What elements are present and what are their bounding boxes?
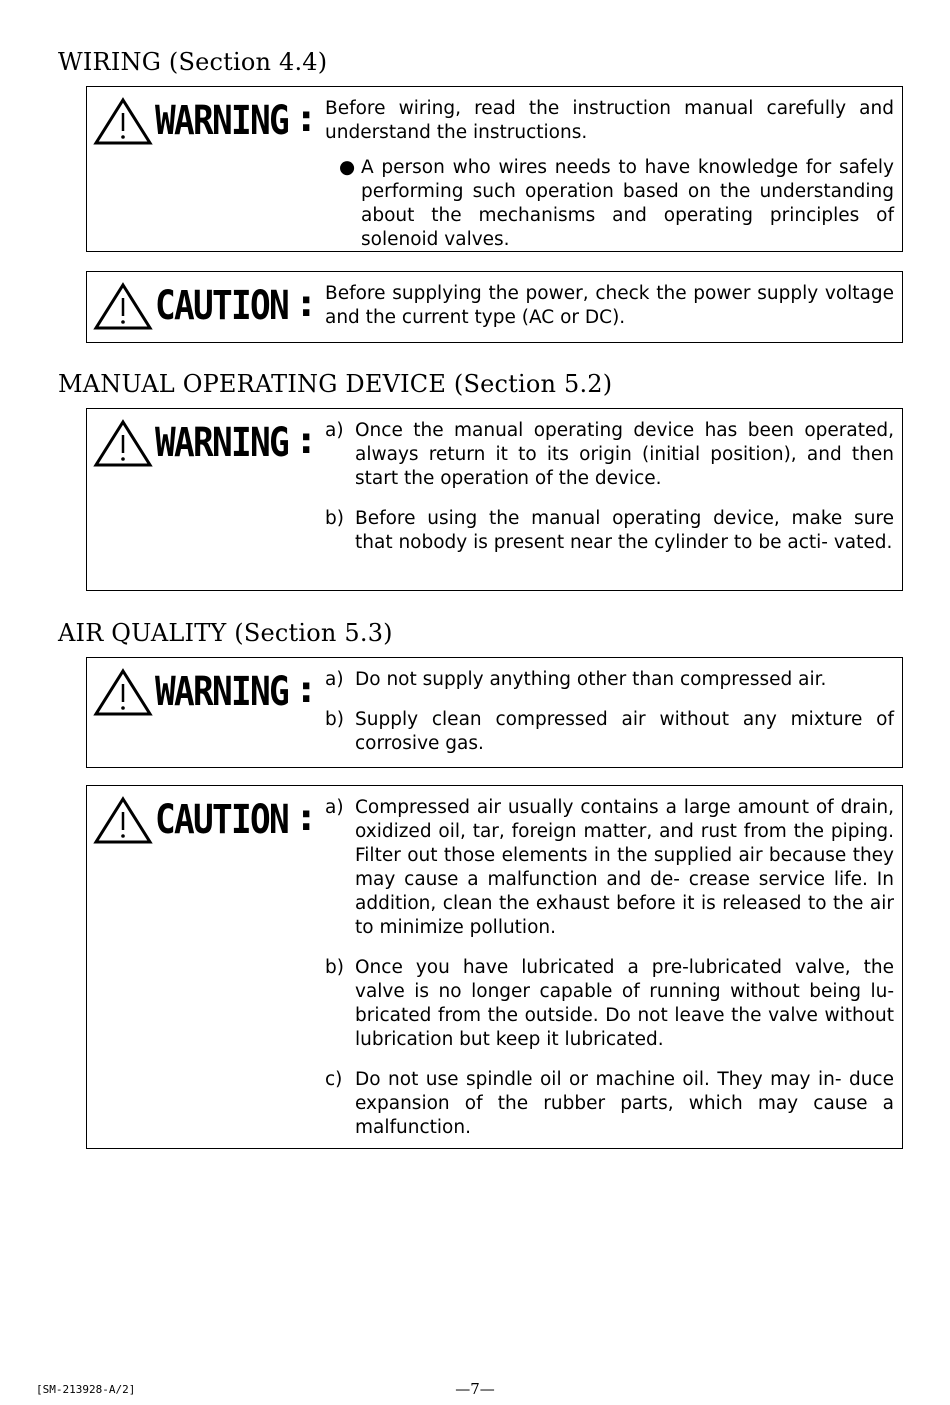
item-text: Do not use spindle oil or machine oil. They may in- duce expansion of the rubber parts, which may cause a malfunction. <box>355 1069 894 1138</box>
list-item <box>325 1068 894 1140</box>
warning-box-air-quality <box>86 657 903 768</box>
caution-label <box>93 280 325 330</box>
box-body <box>325 419 894 555</box>
document-code: [SM-213928-A/2] <box>36 1383 136 1396</box>
section-heading-air-quality: AIR QUALITY (Section 5.3) <box>58 619 393 647</box>
signal-colon: : <box>299 421 314 462</box>
box-body <box>325 668 894 756</box>
warning-triangle-icon <box>93 796 153 846</box>
warning-triangle-icon <box>93 97 153 147</box>
page-number: —7— <box>455 1380 495 1398</box>
item-mark: b) <box>325 957 344 978</box>
list-item <box>325 708 894 756</box>
item-text: Once the manual operating device has been operated, always return it to its origin (initial position), and then start the operation of the device. <box>355 420 894 489</box>
intro-text: Before supplying the power, check the power supply voltage and the current type (AC or DC). <box>325 283 894 328</box>
warning-triangle-icon <box>93 282 153 332</box>
item-text: Compressed air usually contains a large amount of drain, oxidized oil, tar, foreign matter, and rust from the piping. Filter out those elements in the supplied air because they may cause a malfunction and de- crease service life. In addition, clean the exhaust before it is released to the air to minimize pollution. <box>355 797 894 938</box>
signal-colon: : <box>299 99 314 140</box>
signal-word: CAUTION <box>155 797 288 843</box>
box-body <box>325 796 894 1140</box>
item-text: Supply clean compressed air without any mixture of corrosive gas. <box>355 709 894 754</box>
warning-label <box>93 95 325 145</box>
caution-label <box>93 794 325 844</box>
signal-word: WARNING <box>155 669 288 715</box>
bullet-text: A person who wires needs to have knowledge for safely performing such operation based on the understanding about the mechanisms and operating principles of solenoid valves. <box>361 157 894 250</box>
signal-word: WARNING <box>155 420 288 466</box>
signal-colon: : <box>299 798 314 839</box>
list-item <box>325 507 894 555</box>
item-mark: a) <box>325 669 344 690</box>
item-text: Once you have lubricated a pre-lubricated valve, the valve is no longer capable of running without being lu- bricated from the outside. Do not leave the valve without lubrication but keep it lubricated. <box>355 957 894 1050</box>
item-mark: a) <box>325 797 344 818</box>
bullet-mark: ● <box>339 157 356 178</box>
section-heading-wiring: WIRING (Section 4.4) <box>58 48 328 76</box>
signal-colon: : <box>299 284 314 325</box>
section-heading-manual-operating-device: MANUAL OPERATING DEVICE (Section 5.2) <box>58 370 613 398</box>
warning-label <box>93 666 325 716</box>
intro-text: Before wiring, read the instruction manual carefully and understand the instructions. <box>325 98 894 143</box>
item-mark: b) <box>325 709 344 730</box>
item-text: Before using the manual operating device, make sure that nobody is present near the cylinder to be acti- vated. <box>355 508 894 553</box>
warning-box-manual <box>86 408 903 591</box>
warning-triangle-icon <box>93 419 153 469</box>
warning-triangle-icon <box>93 668 153 718</box>
list-item <box>325 956 894 1052</box>
item-mark: c) <box>325 1069 343 1090</box>
item-mark: a) <box>325 420 344 441</box>
bullet-item <box>325 156 894 252</box>
warning-label <box>93 417 325 467</box>
box-body <box>325 97 894 252</box>
item-mark: b) <box>325 508 344 529</box>
signal-word: CAUTION <box>155 283 288 329</box>
warning-box-wiring <box>86 86 903 252</box>
caution-box-wiring <box>86 271 903 343</box>
caution-box-air-quality <box>86 785 903 1149</box>
signal-colon: : <box>299 670 314 711</box>
list-item <box>325 668 894 692</box>
list-item <box>325 419 894 491</box>
list-item <box>325 796 894 940</box>
signal-word: WARNING <box>155 98 288 144</box>
box-body <box>325 282 894 330</box>
item-text: Do not supply anything other than compressed air. <box>355 669 827 690</box>
